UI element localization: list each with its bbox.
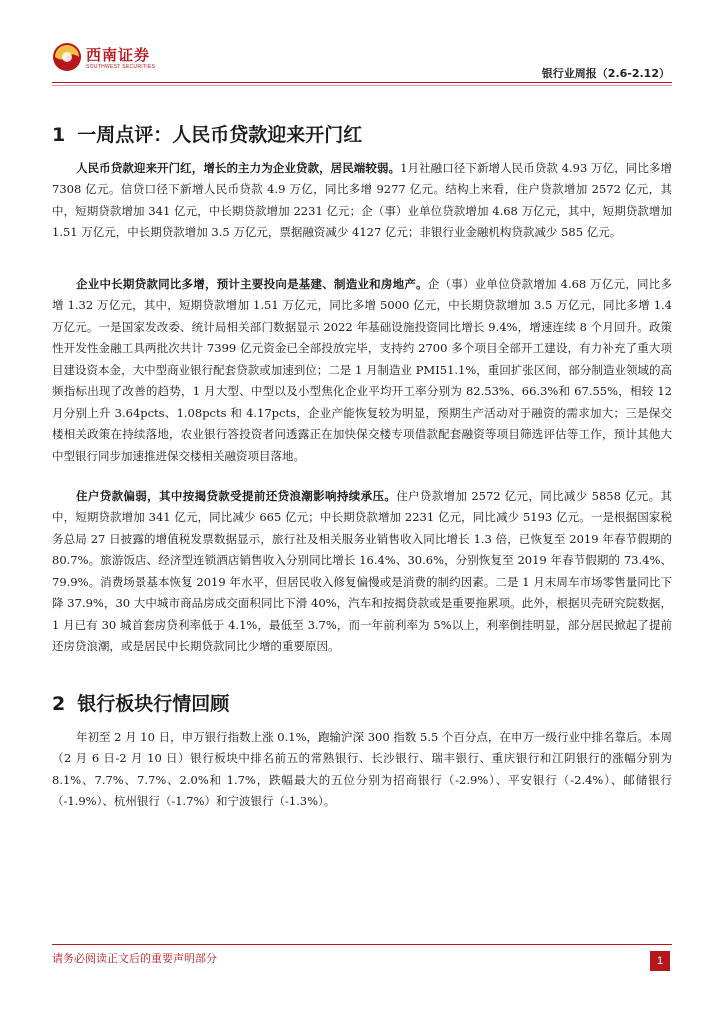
paragraph [52,158,672,244]
paragraph-body: 企（事）业单位贷款增加 4.68 万亿元，同比多增 1.32 万亿元，其中，短期贷款增加 1.51 万亿元，同比多增 5000 亿元，中长期贷款增加 3.5 万亿元，同比多增 1.4 万亿元。一是国家发改委、统计局相关部门数据显示 2022 年基础设施投资同比增长 9.4%，增速连续 8 个月回升。政策性开发性金融工具两批次共计 7399 亿元资金已全部投放完毕，支持约 2700 多个项目全部开工建设，有力补充了重大项目建设资本金，大中型商业银行配套贷款或加速到位；二是 1 月制造业 PMI51.1%，重回扩张区间，部分制造业领域的高频指标出现了改善的趋势，1 月大型、中型以及小型焦化企业平均开工率分别为 82.53%、66.3%和 67.55%，相较 12 月分别上升 3.64pcts、1.08pcts 和 4.17pcts，企业产能恢复较为明显，预期生产活动对于融资的需求加大；三是保交楼相关政策在持续落地，农业银行答投资者问透露正在加快保交楼专项借款配套融资等项目筛选评估等工作，预计其他大中型银行同步加速推进保交楼相关融资项目落地。 [52,276,672,463]
paragraph-body: 年初至 2 月 10 日，申万银行指数上涨 0.1%，跑输沪深 300 指数 5.5 个百分点，在申万一级行业中排名靠后。本周（2 月 6 日-2 月 10 日）银行板块中排名前五的常熟银行、长沙银行、瑞丰银行、重庆银行和江阴银行的涨幅分别为 8.1%、7.7%、7.7%、2.0%和 1.7%，跌幅最大的五位分别为招商银行（-2.9%）、平安银行（-2.4%）、邮储银行（-1.9%）、杭州银行（-1.7%）和宁波银行（-1.3%）。 [52,729,672,808]
paragraph-lead: 人民币贷款迎来开门红，增长的主力为企业贷款，居民端较弱。 [76,160,401,175]
section-title: 一周点评：人民币贷款迎来开门红 [77,124,363,146]
section-heading-1 [52,120,362,147]
page-header [0,0,724,90]
section-heading-2 [52,689,229,716]
footer-disclaimer: 请务必阅读正文后的重要声明部分 [52,952,217,965]
paragraph-lead: 企业中长期贷款同比多增，预计主要投向是基建、制造业和房地产。 [76,276,428,291]
paragraph [52,727,672,813]
header-divider [52,82,672,83]
section-number: 1 [52,124,66,146]
paragraph-body: 1月社融口径下新增人民币贷款 4.93 万亿，同比多增 7308 亿元。信贷口径下新增人民币贷款 4.9 万亿，同比多增 9277 亿元。结构上来看，住户贷款增加 2572 亿元，其中，短期贷款增加 341 亿元，中长期贷款增加 2231 亿元；企（事）业单位贷款增加 4.68 万亿元，其中，短期贷款增加 1.51 万亿元，中长期贷款增加 3.5 万亿元，票据融资减少 4127 亿元；非银行业金融机构贷款减少 585 亿元。 [52,160,672,239]
header-divider-thin [52,85,672,86]
paragraph-lead: 住户贷款偏弱，其中按揭贷款受提前还贷浪潮影响持续承压。 [76,488,397,503]
paragraph [52,274,672,468]
company-logo [52,42,162,78]
report-title: 银行业周报（2.6-2.12） [541,67,670,80]
paragraph [52,486,672,658]
page-number: 1 [650,951,670,971]
logo-text: 西南证券 [86,46,151,64]
logo-mark-icon [52,42,82,72]
logo-subtext: SOUTHWEST SECURITIES [86,64,156,70]
section-title: 银行板块行情回顾 [77,693,230,715]
paragraph-body: 住户贷款增加 2572 亿元，同比减少 5858 亿元。其中，短期贷款增加 341 亿元，同比减少 665 亿元；中长期贷款增加 2231 亿元，同比减少 5193 亿元。一是根据国家税务总局 27 日披露的增值税发票数据显示，旅行社及相关服务业销售收入同比增长 1.3 倍，已恢复至 2019 年春节假期的 80.7%。旅游饭店、经济型连锁酒店销售收入分别同比增长 16.4%、30.6%，分别恢复至 2019 年春节假期的 73.4%、79.9%。消费场景基本恢复 2019 年水平，但居民收入修复偏慢或是消费的制约因素。二是 1 月末周车市场零售量同比下降 37.9%，30 大中城市商品房成交面积同比下滑 40%，汽车和按揭贷款或是重要拖累项。此外，根据贝壳研究院数据，1 月已有 30 城首套房贷利率低于 4.1%，最低至 3.7%，而一年前利率为 5%以上，利率倒挂明显，部分居民掀起了提前还房贷浪潮，或是居民中长期贷款同比少增的重要原因。 [52,488,673,653]
section-number: 2 [52,693,66,715]
footer-divider [52,944,672,945]
